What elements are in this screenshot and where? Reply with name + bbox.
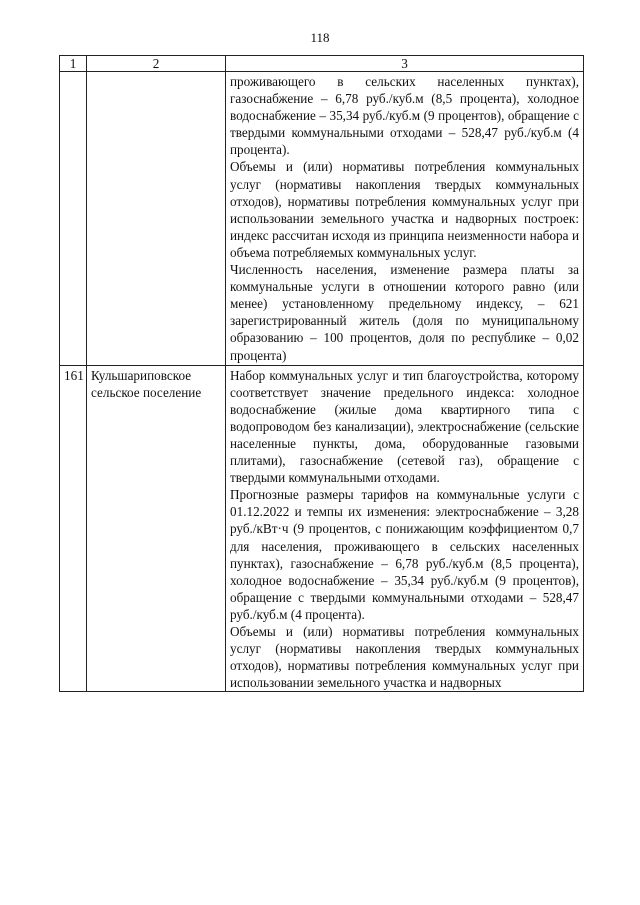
header-col-2: 2 [87, 56, 226, 72]
page-number: 118 [310, 30, 330, 45]
paragraph-tariffs: Прогнозные размеры тарифов на коммунальные услуги с 01.12.2022 и темпы их изменения: электроснабжение – 3,28 руб./кВт·ч (9 процентов, с понижающим коэффициентом 0,7 для населения, проживающего в сельских населенных пунктах), газоснабжение – 6,78 руб./куб.м (8,5 процента), холодное водоснабжение – 35,34 руб./куб.м (9 процентов), обращение с твердыми коммунальными отходами – 528,47 руб./куб.м (4 процента). [230, 487, 579, 622]
paragraph-consumption-volumes: Объемы и (или) нормативы потребления коммунальных услуг (нормативы накопления твердых коммунальных отходов), нормативы потребления коммунальных услуг при использовании земельного участка и надворных [230, 624, 579, 691]
table-row-161 [60, 365, 584, 692]
municipality-name-cell: Кульшариповское сельское поселение [87, 365, 226, 692]
row-number-cell [60, 72, 87, 366]
table-header-row [60, 56, 584, 72]
paragraph-services-set: Набор коммунальных услуг и тип благоустройства, которому соответствует значение предельного индекса: холодное водоснабжение (жилые дома квартирного типа с водопроводом без канализации), электроснабжение (сельские населенные пункты, дома, оборудованные газовыми плитами), газоснабжение (сетевой газ), обращение с твердыми коммунальными отходами. [230, 367, 579, 486]
header-col-1: 1 [60, 56, 87, 72]
paragraph-consumption-volumes: Объемы и (или) нормативы потребления коммунальных услуг (нормативы накопления твердых коммунальных отходов), нормативы потребления коммунальных услуг при использовании земельного участка и надворных построек: индекс рассчитан исходя из принципа неизменности набора и объема потребляемых коммунальных услуг. [230, 159, 579, 260]
table-row-continued [60, 72, 584, 366]
row-number-cell: 161 [60, 365, 87, 692]
description-cell [226, 72, 584, 366]
header-col-3: 3 [226, 56, 584, 72]
paragraph-tariffs-continued: проживающего в сельских населенных пунктах), газоснабжение – 6,78 руб./куб.м (8,5 процента), холодное водоснабжение – 35,34 руб./куб.м (9 процентов), обращение с твердыми коммунальными отходами – 528,47 руб./куб.м (4 процента). [230, 74, 579, 158]
description-cell [226, 365, 584, 692]
tariff-table [59, 55, 584, 692]
paragraph-population: Численность населения, изменение размера платы за коммунальные услуги в отношении которого равно (или менее) установленному предельному индексу, – 621 зарегистрированный житель (доля по муниципальному образованию – 100 процентов, доля по республике – 0,02 процента) [230, 262, 579, 363]
municipality-name-cell [87, 72, 226, 366]
